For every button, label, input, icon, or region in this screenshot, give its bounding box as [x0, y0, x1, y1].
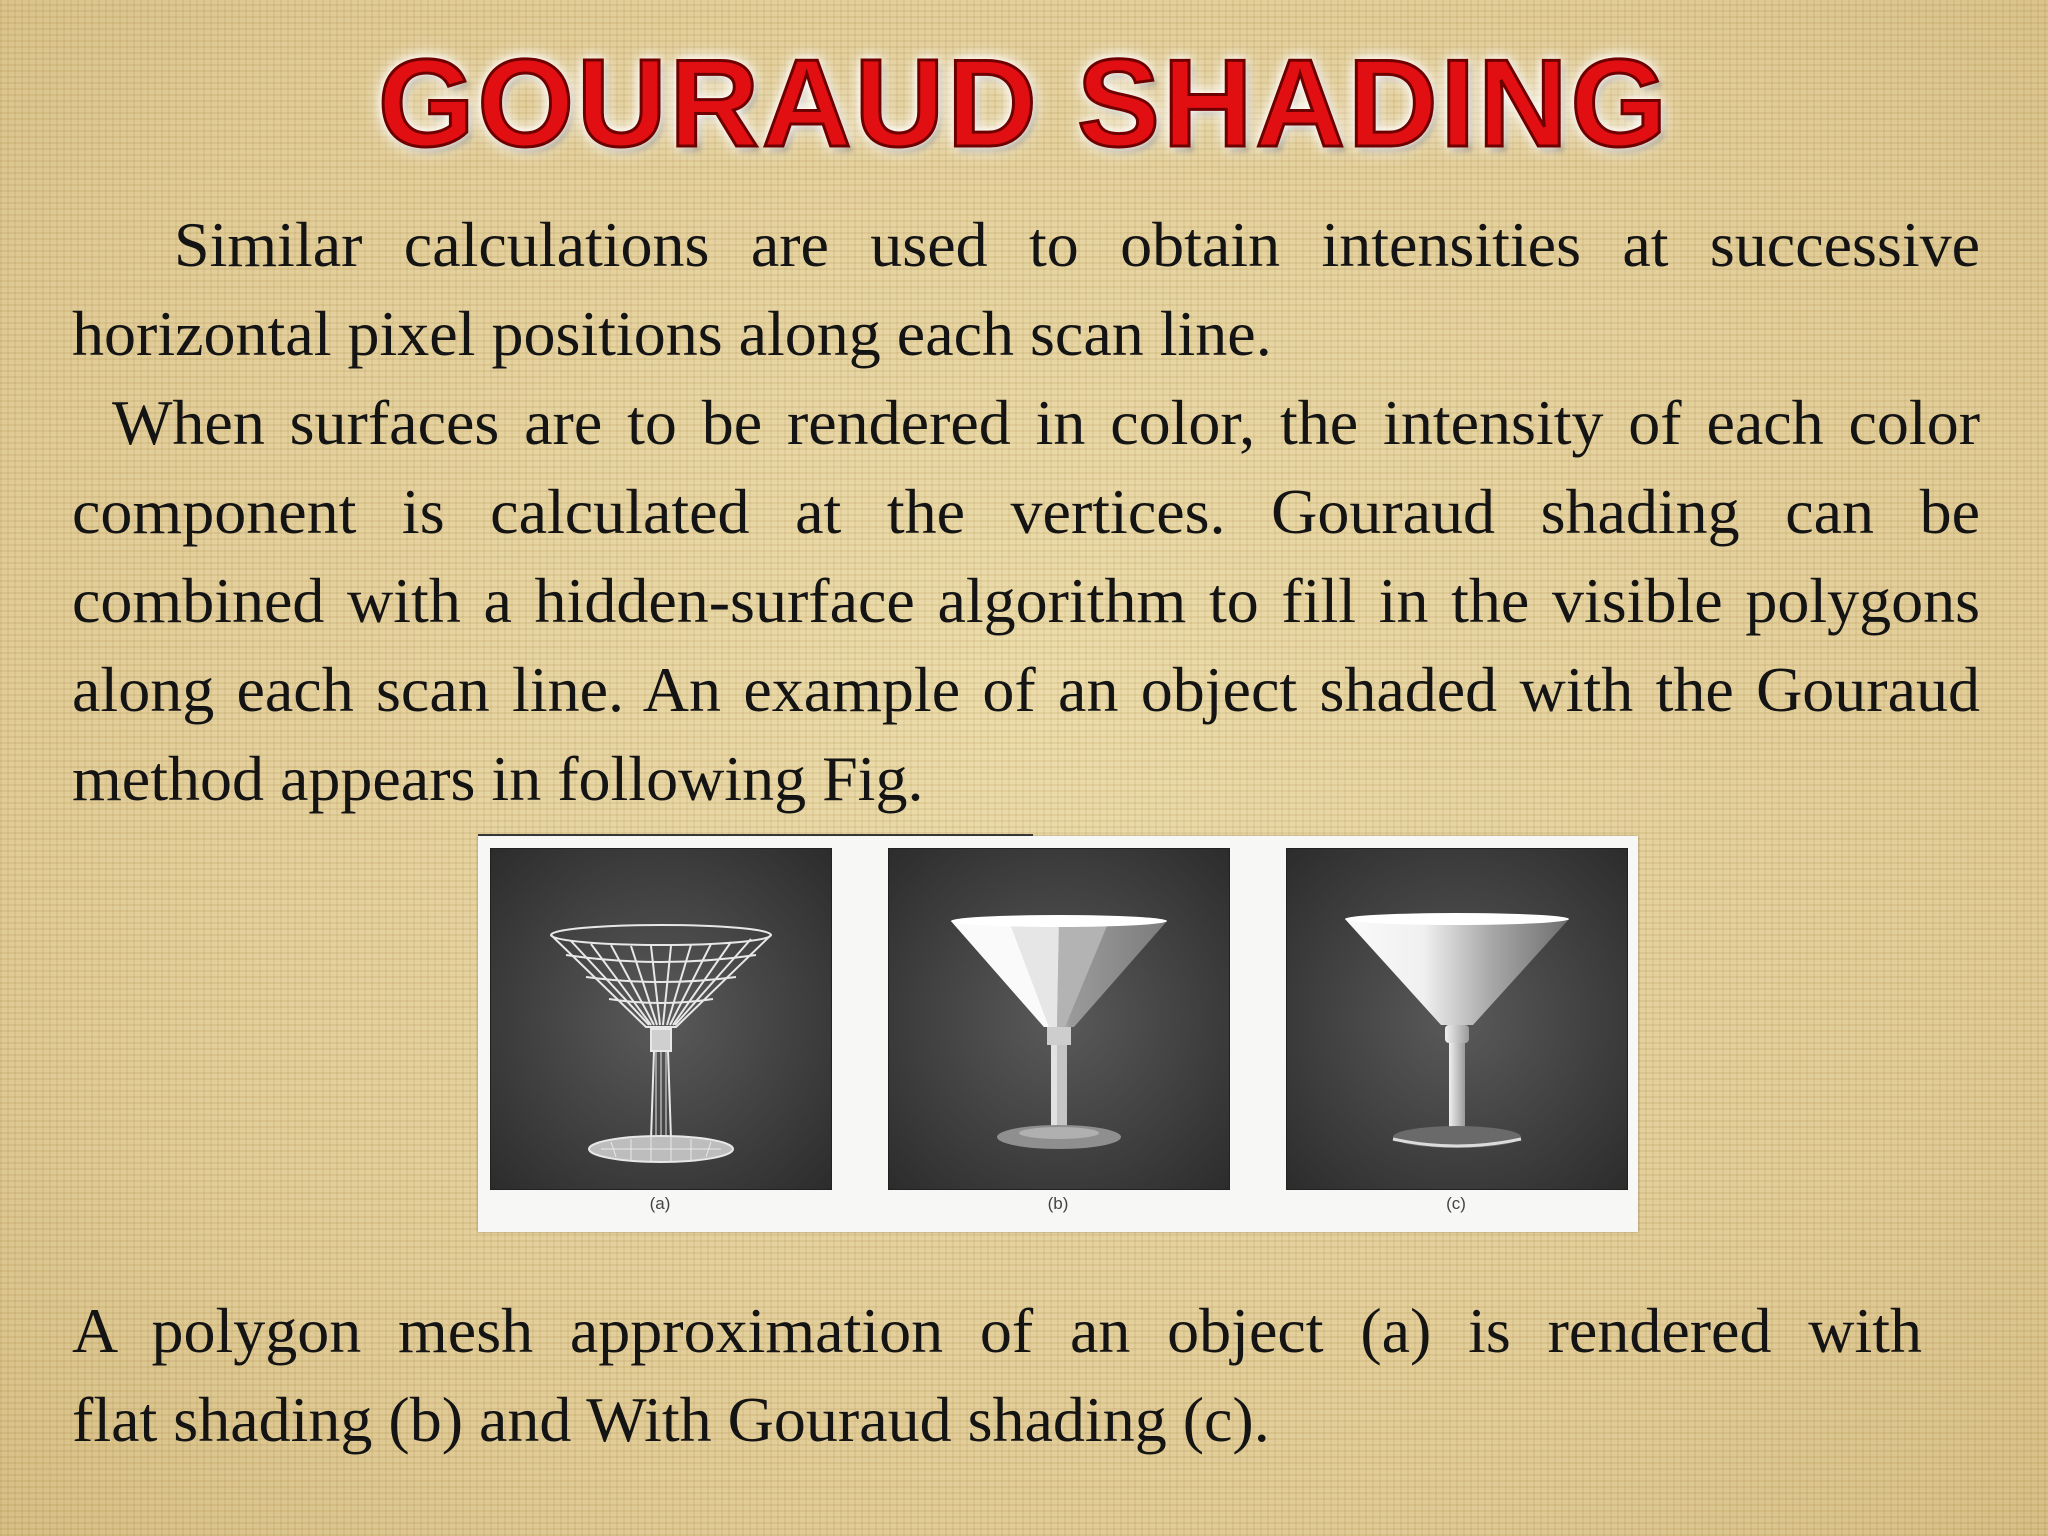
panel-b-flat-shading-image [888, 848, 1230, 1190]
panel-b-label: (b) [1047, 1194, 1069, 1213]
slide-body [72, 200, 1980, 823]
caption-line-2: flat shading (b) and With Gouraud shading (c). [72, 1384, 1270, 1455]
panel-c-label: (c) [1446, 1194, 1466, 1213]
gouraud-shaded-goblet-icon [1287, 849, 1627, 1189]
caption-line-1: A polygon mesh approximation of an object (a) is rendered with [72, 1295, 1922, 1366]
figure-caption [72, 1286, 1922, 1464]
goblet-figure [478, 836, 1638, 1232]
panel-a-wireframe-image [490, 848, 832, 1190]
body-paragraph-2: When surfaces are to be rendered in color, the intensity of each color component is calculated at the vertices. Gouraud shading can be combined with a hidden-surface algorithm to fill in the visible polygons along each scan line. An example of an object shaded with the Gouraud method appears in following Fig. [72, 387, 1980, 814]
body-paragraph-1: Similar calculations are used to obtain intensities at successive horizontal pixel positions along each scan line. [72, 209, 1980, 369]
panel-c-gouraud-shading-image [1286, 848, 1628, 1190]
wireframe-goblet-icon [491, 849, 831, 1189]
panel-a-label: (a) [649, 1194, 671, 1213]
slide-title: GOURAUD SHADING [378, 35, 1670, 173]
flat-shaded-goblet-icon [889, 849, 1229, 1189]
